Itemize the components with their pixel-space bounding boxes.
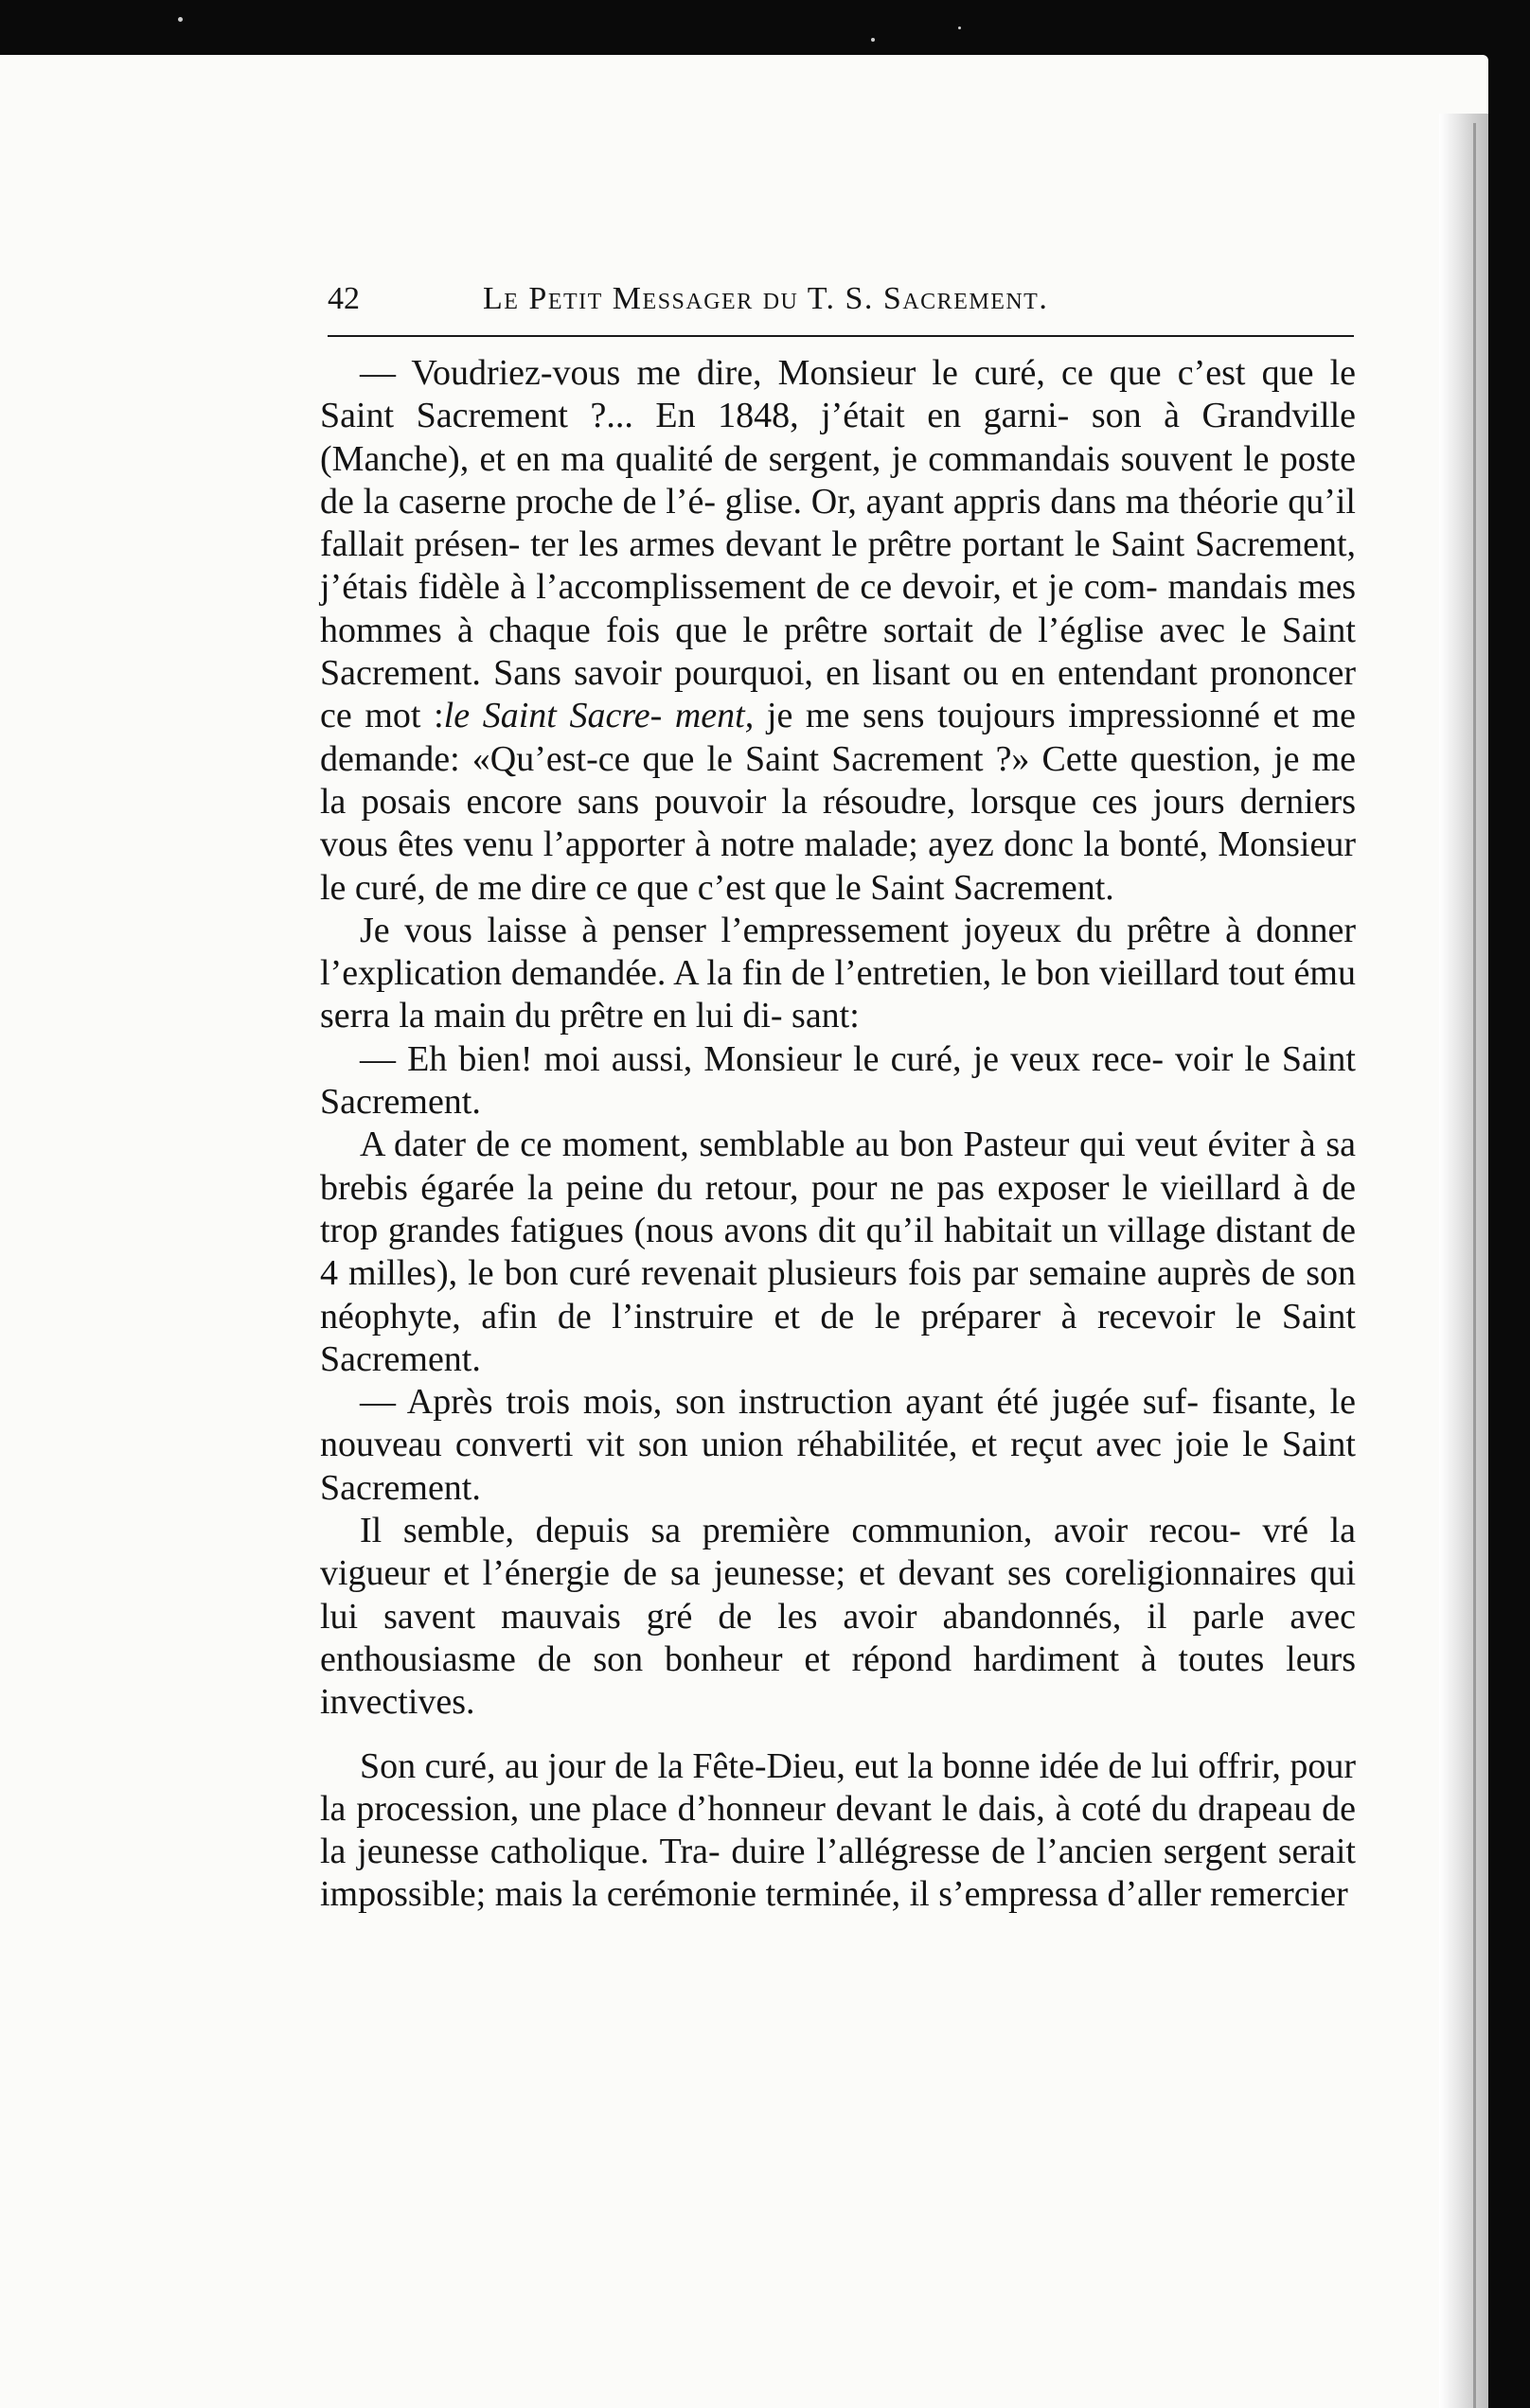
italic-phrase: le Saint Sacre- ment, (443, 696, 755, 736)
header-rule (328, 335, 1354, 337)
page-number: 42 (328, 281, 360, 316)
paragraph: A dater de ce moment, semblable au bon Pasteur qui veut éviter à sa brebis égarée la peine du retour, pour ne pas exposer le vieillard à de trop grandes fatigues (nous avons dit qu’il habitait un village distant de 4 milles), le bon curé revenait plusieurs fois par semaine auprès de son néophyte, afin de l’instruire et de le préparer à recevoir le Saint Sacrement. (320, 1124, 1356, 1379)
paragraph (320, 352, 1356, 910)
paragraph: — Eh bien! moi aussi, Monsieur le curé, je veux rece- voir le Saint Sacrement. (320, 1038, 1356, 1123)
paragraph-text: je me sens toujours impressionné et me demande: «Qu’est-ce que le Saint Sacrement ?» Cette question, je me la posais encore sans pouvoir la résoudre, lorsque ces jours derniers vous êtes venu l’apporter à notre malade; ayez donc la bonté, Monsieur le curé, de me dire ce que c’est que le Saint Sacrement. (320, 696, 1357, 908)
paragraph: Je vous laisse à penser l’empressement joyeux du prêtre à donner l’explication demandée. A la fin de l’entretien, le bon vieillard tout ému serra la main du prêtre en lui di- sant: (320, 910, 1356, 1036)
paragraph: Son curé, au jour de la Fête-Dieu, eut la bonne idée de lui offrir, pour la procession, une place d’honneur devant le dais, à coté du drapeau de la jeunesse catholique. Tra- duire l’allégresse de l’ancien sergent serait impossible; mais la cerémonie terminée, il s’empressa d’aller remercier (320, 1745, 1356, 1915)
page-header (328, 280, 1354, 337)
dust-speck (871, 38, 875, 42)
paragraph: Il semble, depuis sa première communion, avoir recou- vré la vigueur et l’énergie de sa jeunesse; et devant ses coreligionnaires qui lui savent mauvais gré de les avoir abandonnés, il parle avec enthousiasme de son bonheur et répond hardiment à toutes leurs invectives. (320, 1511, 1356, 1723)
page-edge-line (1473, 123, 1476, 2408)
page-edge-shadow (1439, 114, 1488, 2408)
paragraph-text: — Voudriez-vous me dire, Monsieur le curé, ce que c’est que le Saint Sacrement ?... En 1848, j’était en garni- son à Grandville (Manche), et en ma qualité de sergent, je commandais souvent le poste de la caserne proche de l’é- glise. Or, ayant appris dans ma théorie qu’il fallait présen- ter les armes devant le prêtre portant le Saint Sacrement, j’étais fidèle à l’accomplissement de ce devoir, et je com- mandais mes hommes à chaque fois que le prêtre sortait de l’église avec le Saint Sacrement. Sans savoir pourquoi, en lisant ou en entendant prononcer ce mot : (320, 353, 1356, 736)
dust-speck (958, 27, 961, 29)
running-title: Le Petit Messager du T. S. Sacrement. (483, 281, 1049, 316)
page-body (320, 352, 1356, 1917)
paragraph: — Après trois mois, son instruction ayant été jugée suf- fisante, le nouveau converti vit son union réhabilitée, et reçut avec joie le Saint Sacrement. (320, 1382, 1356, 1508)
dust-speck (178, 17, 183, 22)
